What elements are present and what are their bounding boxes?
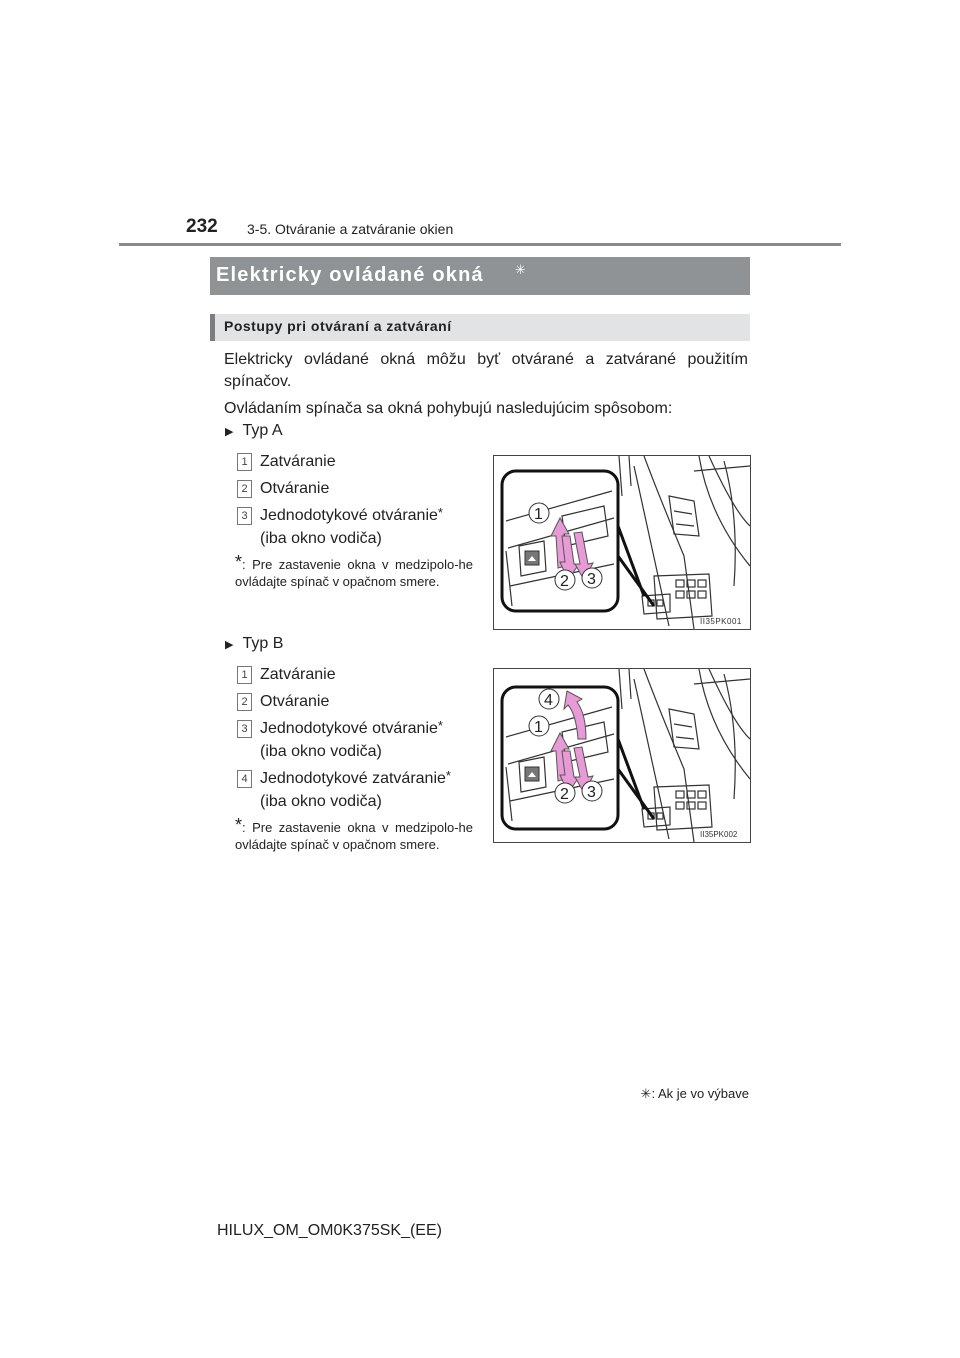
page-number: 232 <box>186 216 218 237</box>
item-number: 2 <box>237 480 252 498</box>
item-number: 1 <box>237 453 252 471</box>
item-number: 3 <box>237 507 252 525</box>
type-b-heading <box>225 635 283 653</box>
type-a-heading <box>225 422 283 440</box>
window-switch-illustration-a <box>494 456 750 629</box>
optional-equipment-mark: ✳ <box>515 262 526 277</box>
item-number: 2 <box>237 693 252 711</box>
item-text-with-star <box>260 767 451 790</box>
item-subtext: (iba okno vodiča) <box>260 793 382 810</box>
item-text: Otváranie <box>260 693 330 710</box>
page-title: Elektricky ovládané okná <box>216 264 484 286</box>
type-b-note <box>235 815 473 853</box>
footnote <box>641 1086 749 1102</box>
item-text: Jednodotykové zatváranie <box>260 770 446 787</box>
triangle-bullet-icon: ▶ <box>225 639 234 651</box>
callout-3: 3 <box>587 784 596 801</box>
callout-3: 3 <box>587 571 596 588</box>
callout-2: 2 <box>560 573 569 590</box>
item-text: Otváranie <box>260 480 330 497</box>
footnote-text: : Ak je vo výbave <box>651 1086 749 1101</box>
item-number: 4 <box>237 770 252 788</box>
note-star: * <box>235 815 243 835</box>
item-text-with-star <box>260 717 443 740</box>
note-star: * <box>235 552 243 572</box>
item-subtext: (iba okno vodiča) <box>260 530 382 547</box>
item-subtext: (iba okno vodiča) <box>260 743 382 760</box>
document-code: HILUX_OM_OM0K375SK_(EE) <box>217 1222 442 1239</box>
callout-4: 4 <box>544 692 553 709</box>
subtitle-accent <box>210 314 215 341</box>
note-text: : Pre zastavenie okna v medzipolo-he ovládajte spínač v opačnom smere. <box>235 820 473 852</box>
window-switch-illustration-b <box>494 669 750 842</box>
item-text-with-star <box>260 504 443 527</box>
header-rule <box>119 243 841 246</box>
star-mark: * <box>437 505 443 520</box>
item-number: 1 <box>237 666 252 684</box>
section-path: 3-5. Otváranie a zatváranie okien <box>247 221 454 237</box>
intro-paragraph: Elektricky ovládané okná môžu byť otvárané a zatvárané použitím spínačov. <box>224 351 748 390</box>
type-b-label: Typ B <box>242 635 284 652</box>
item-text: Zatváranie <box>260 666 336 683</box>
callout-1: 1 <box>534 506 543 523</box>
note-text: : Pre zastavenie okna v medzipolo-he ovládajte spínač v opačnom smere. <box>235 557 473 589</box>
type-a-label: Typ A <box>242 422 283 439</box>
callout-2: 2 <box>560 786 569 803</box>
item-text: Jednodotykové otváranie <box>260 507 438 524</box>
footnote-mark: ✳ <box>640 1086 652 1101</box>
star-mark: * <box>437 718 443 733</box>
item-number: 3 <box>237 720 252 738</box>
callout-1: 1 <box>534 719 543 736</box>
star-mark: * <box>445 768 451 783</box>
figure-code: II35PK002 <box>700 830 738 839</box>
triangle-bullet-icon: ▶ <box>225 426 234 438</box>
subtitle: Postupy pri otváraní a zatváraní <box>224 318 452 334</box>
item-text: Jednodotykové otváranie <box>260 720 438 737</box>
type-a-note <box>235 552 473 590</box>
method-paragraph: Ovládaním spínača sa okná pohybujú nasledujúcim spôsobom: <box>224 400 673 417</box>
figure-code: II35PK001 <box>700 617 742 626</box>
figure-type-a <box>493 455 751 630</box>
item-text: Zatváranie <box>260 453 336 470</box>
figure-type-b <box>493 668 751 843</box>
